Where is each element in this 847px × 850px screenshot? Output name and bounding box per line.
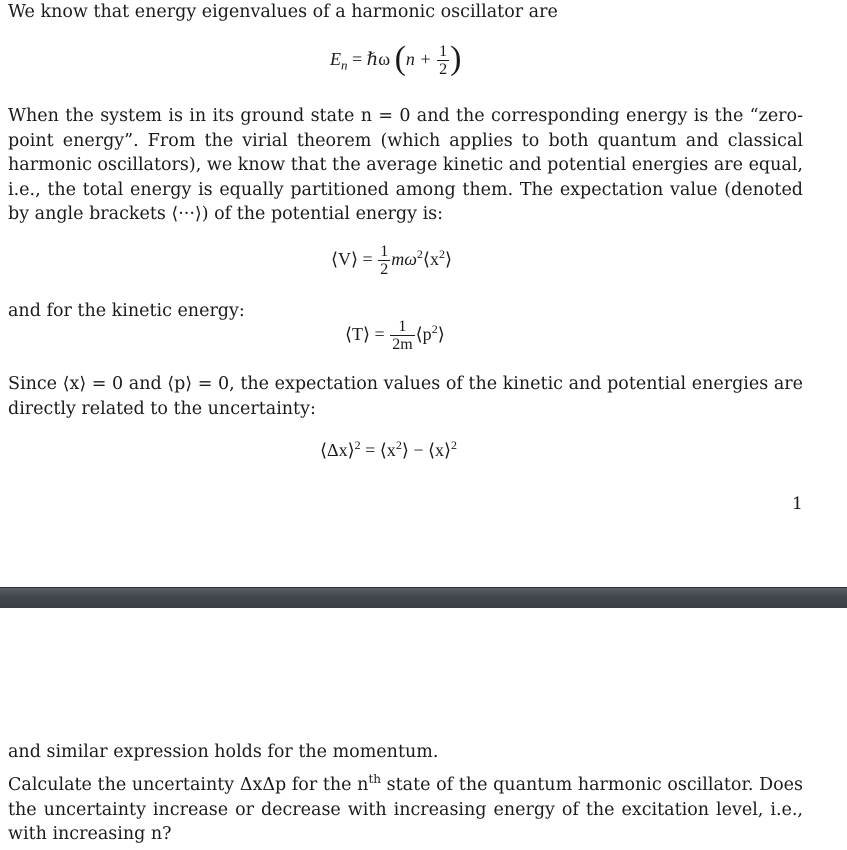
intro-text: We know that energy eigenvalues of a harmonic oscillator are (8, 2, 558, 22)
eq-pot-rest2: ⟨x (422, 249, 439, 270)
eq-energy-den: 2 (439, 61, 448, 78)
eq-unc-lhs: ⟨Δx⟩ (320, 440, 355, 460)
eq-unc-mid2: ⟩ − ⟨x⟩ (401, 440, 452, 460)
eq-kin-lhs: ⟨T⟩ = (345, 324, 385, 345)
paragraph-uncertainty: Since ⟨x⟩ = 0 and ⟨p⟩ = 0, the expectation values of the kinetic and potential energies are directly related to the uncertainty: (8, 374, 803, 419)
momentum-text: and similar expression holds for the momentum. (8, 742, 439, 762)
eq-kin-sup: 2 (431, 322, 438, 337)
question-part-b: state of the quantum harmonic oscillator. Does the uncertainty increase or decrease with increasing energy of the excitation level, i.e., with increasing n? (8, 775, 803, 844)
eq-kin-rest2: ⟩ (437, 324, 445, 345)
eq-pot-lhs: ⟨V⟩ = (331, 249, 373, 270)
eq-unc-sup2: 2 (395, 438, 402, 452)
uncertainty-equation (320, 440, 457, 461)
eq-pot-sup2: 2 (438, 247, 445, 262)
eq-kin-num: 1 (398, 318, 407, 335)
eq-kin-rest: ⟨p (415, 324, 432, 345)
eq-unc-sup1: 2 (354, 438, 361, 452)
eq-pot-rest3: ⟩ (444, 249, 452, 270)
eq-unc-sup3: 2 (451, 438, 458, 452)
energy-eigenvalue-equation: $E_n$ = ℏω (n + $\frac{1}{2}$ ) (330, 40, 462, 78)
page-separator (0, 587, 847, 608)
eq-pot-den: 2 (380, 261, 389, 278)
kinetic-energy-equation (345, 318, 445, 354)
eq-pot-rest: mω (391, 249, 417, 270)
eq-pot-sup1: 2 (416, 247, 423, 262)
eq-energy-inner: n + (405, 49, 432, 70)
question-part-a: Calculate the uncertainty ΔxΔp for the n (8, 775, 369, 795)
eq-kin-den: 2m (392, 336, 413, 353)
paragraph-virial: When the system is in its ground state n = 0 and the corresponding energy is the “zero-point energy”. From the virial theorem (which applies to both quantum and classical harmonic oscillators), we know that the average kinetic and potential energies are equal, i.e., the total energy is equally partitioned among them. The expectation value (denoted by angle brackets ⟨···⟩) of the potential energy is: (8, 106, 803, 224)
page-number: 1 (792, 494, 803, 514)
eq-unc-mid: = ⟨x (365, 440, 396, 460)
question-superscript: th (368, 772, 381, 786)
question-paragraph (8, 773, 803, 847)
eq-energy-lhs: E (330, 49, 341, 70)
eq-pot-num: 1 (380, 243, 389, 260)
potential-energy-equation (331, 243, 452, 279)
eq-energy-sub: n (341, 57, 348, 73)
eq-energy-num: 1 (439, 43, 448, 60)
kinetic-intro-text: and for the kinetic energy: (8, 301, 245, 321)
eq-energy-rhs: = ℏω (352, 49, 391, 70)
